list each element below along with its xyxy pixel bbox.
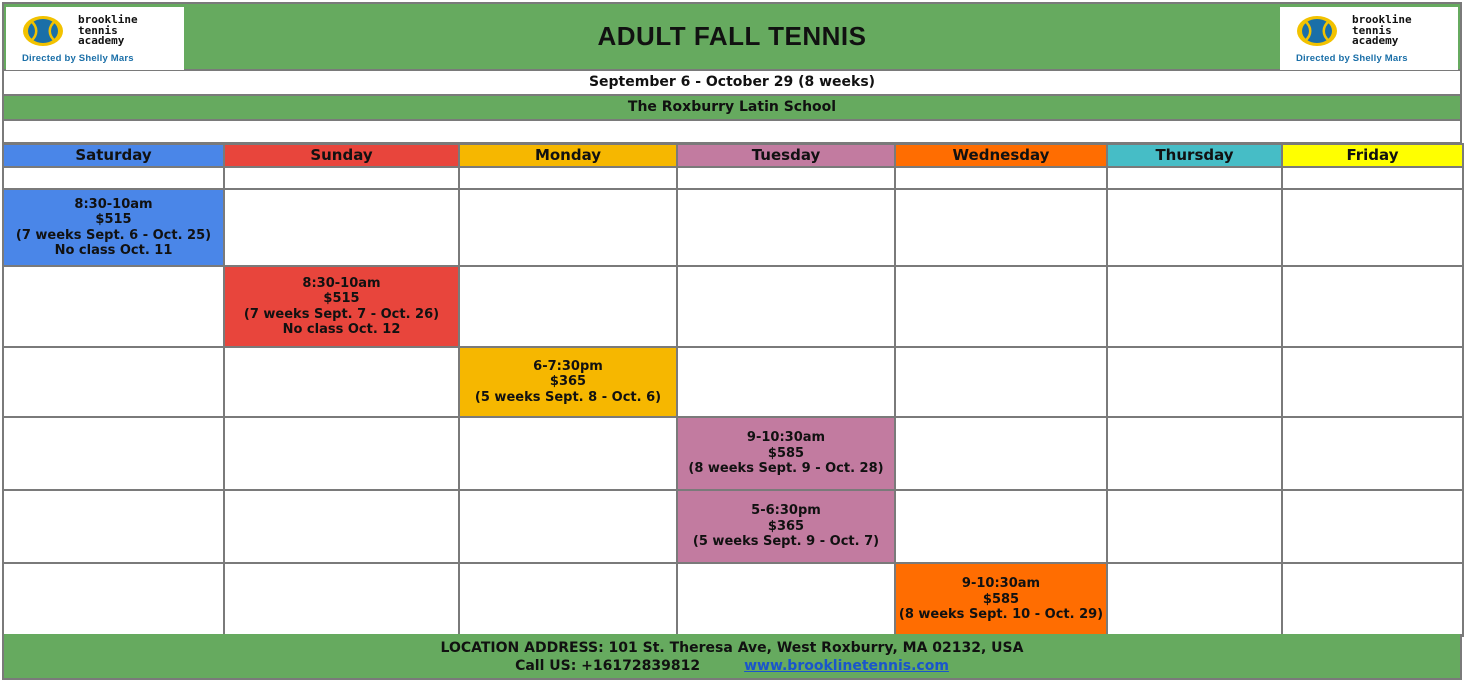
class-detail-line: $585 (982, 591, 1020, 607)
day-header-monday: Monday (459, 144, 677, 167)
empty-cell (224, 347, 459, 417)
empty-cell (1107, 563, 1282, 636)
class-detail-line: 8:30-10am (74, 196, 153, 212)
day-header-saturday: Saturday (3, 144, 224, 167)
empty-cell (677, 266, 895, 347)
day-header-tuesday: Tuesday (677, 144, 895, 167)
class-detail-line: (7 weeks Sept. 7 - Oct. 26) (243, 306, 440, 322)
empty-cell (459, 417, 677, 490)
empty-cell (1282, 347, 1463, 417)
empty-cell (1107, 167, 1282, 189)
blank-row (2, 121, 1462, 144)
empty-cell (3, 490, 224, 563)
phone-number: Call US: +16172839812 (515, 658, 701, 674)
empty-cell (224, 563, 459, 636)
location-address: LOCATION ADDRESS: 101 St. Theresa Ave, West Roxburry, MA 02132, USA (440, 640, 1024, 656)
class-detail-line: 6-7:30pm (533, 358, 603, 374)
schedule-grid (2, 143, 1464, 637)
empty-cell (459, 266, 677, 347)
empty-cell (3, 417, 224, 490)
class-detail-line: $515 (323, 291, 360, 306)
empty-cell (459, 563, 677, 636)
class-session-cell (895, 563, 1107, 636)
brand-logo-right (1280, 7, 1458, 70)
spacer-row (3, 167, 1463, 189)
class-detail-line: $585 (767, 445, 805, 461)
tennis-ball-icon (22, 15, 64, 47)
class-detail-line: 8:30-10am (302, 275, 381, 291)
class-detail-line: No class Oct. 11 (54, 243, 173, 258)
empty-cell (1282, 167, 1463, 189)
empty-cell (459, 490, 677, 563)
empty-cell (224, 490, 459, 563)
contact-line (4, 658, 1460, 674)
brand-logo-left (6, 7, 184, 70)
class-detail-line: $515 (95, 212, 132, 227)
class-session-cell (677, 490, 895, 563)
class-detail-line: (7 weeks Sept. 6 - Oct. 25) (15, 227, 212, 243)
day-header-sunday: Sunday (224, 144, 459, 167)
tennis-ball-icon (1296, 15, 1338, 47)
empty-cell (895, 417, 1107, 490)
class-session-cell (224, 266, 459, 347)
empty-cell (224, 167, 459, 189)
class-detail-line: (8 weeks Sept. 10 - Oct. 29) (898, 607, 1104, 623)
empty-cell (677, 347, 895, 417)
empty-cell (224, 189, 459, 266)
brand-name: brookline tennis academy (1352, 13, 1412, 47)
schedule-row (3, 563, 1463, 636)
class-detail-line: No class Oct. 12 (282, 322, 401, 337)
class-session-cell (3, 189, 224, 266)
empty-cell (895, 167, 1107, 189)
empty-cell (224, 417, 459, 490)
class-detail-line: $365 (767, 518, 805, 534)
class-session-cell (677, 417, 895, 490)
empty-cell (1282, 490, 1463, 563)
class-detail-line: (5 weeks Sept. 8 - Oct. 6) (474, 389, 662, 405)
schedule-row (3, 347, 1463, 417)
brand-tagline: Directed by Shelly Mars (22, 53, 134, 64)
empty-cell (1282, 563, 1463, 636)
day-header-row (3, 144, 1463, 167)
page-title: ADULT FALL TENNIS (597, 21, 867, 51)
class-detail-line: 9-10:30am (961, 576, 1041, 592)
footer-bar (2, 634, 1462, 680)
empty-cell (1107, 490, 1282, 563)
empty-cell (1107, 266, 1282, 347)
schedule-row (3, 189, 1463, 266)
class-detail-line: (5 weeks Sept. 9 - Oct. 7) (692, 534, 880, 550)
brand-name: brookline tennis academy (78, 13, 138, 47)
day-header-thursday: Thursday (1107, 144, 1282, 167)
empty-cell (459, 167, 677, 189)
empty-cell (3, 167, 224, 189)
brand-tagline: Directed by Shelly Mars (1296, 53, 1408, 64)
schedule-row (3, 266, 1463, 347)
empty-cell (895, 189, 1107, 266)
venue-name: The Roxburry Latin School (2, 96, 1462, 121)
empty-cell (3, 347, 224, 417)
empty-cell (3, 266, 224, 347)
class-session-cell (459, 347, 677, 417)
empty-cell (895, 266, 1107, 347)
empty-cell (1282, 417, 1463, 490)
empty-cell (1107, 417, 1282, 490)
class-detail-line: 9-10:30am (746, 430, 826, 446)
session-dates: September 6 - October 29 (8 weeks) (2, 71, 1462, 96)
class-detail-line: (8 weeks Sept. 9 - Oct. 28) (688, 461, 884, 477)
schedule-row (3, 417, 1463, 490)
empty-cell (1107, 189, 1282, 266)
schedule-row (3, 490, 1463, 563)
empty-cell (1282, 189, 1463, 266)
day-header-wednesday: Wednesday (895, 144, 1107, 167)
day-header-friday: Friday (1282, 144, 1463, 167)
empty-cell (677, 167, 895, 189)
empty-cell (1282, 266, 1463, 347)
empty-cell (459, 189, 677, 266)
website-link[interactable]: www.brooklinetennis.com (744, 658, 949, 674)
empty-cell (895, 347, 1107, 417)
header-bar (2, 2, 1462, 71)
empty-cell (895, 490, 1107, 563)
empty-cell (3, 563, 224, 636)
empty-cell (677, 189, 895, 266)
spreadsheet (2, 2, 1464, 680)
class-detail-line: 5-6:30pm (751, 503, 821, 519)
empty-cell (1107, 347, 1282, 417)
empty-cell (677, 563, 895, 636)
class-detail-line: $365 (549, 374, 587, 390)
